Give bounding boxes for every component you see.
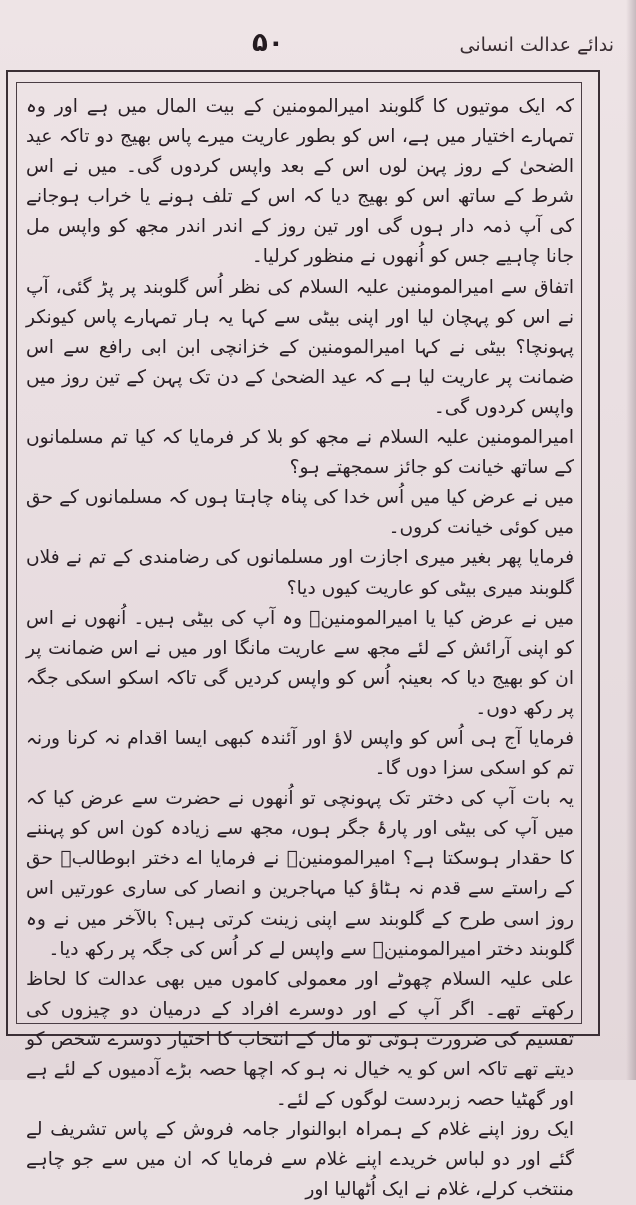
- paragraph: اتفاق سے امیرالمومنین علیہ السلام کی نظر اُس گلوبند پر پڑ گئی، آپ نے اس کو پہچان لیا اور اپنی بیٹی سے کہا یہ ہار تمہارے پاس کیونکر پہونچا؟ بیٹی نے کہا امیرالمومنین کے خزانچی ابن ابی رافع سے اس ضمانت پر عاریت لیا ہے کہ عید الضحیٰ کے دن تک پہن کے تین روز میں واپس کردوں گی۔: [26, 276, 574, 418]
- book-title: ندائے عدالت انسانی: [459, 34, 614, 56]
- paragraph: ایک روز اپنے غلام کے ہمراہ ابوالنوار جامہ فروش کے پاس تشریف لے گئے اور دو لباس خریدے اپنے غلام سے فرمایا کہ ان میں سے جو چاہے منتخب کرلے، غلام نے ایک اُٹھالیا اور: [26, 1119, 574, 1201]
- paragraph: فرمایا پھر بغیر میری اجازت اور مسلمانوں کی رضامندی کے تم نے فلاں گلوبند میری بیٹی کو عاریت کیوں دیا؟: [26, 547, 574, 599]
- paragraph: فرمایا آج ہی اُس کو واپس لاؤ اور آئندہ کبھی ایسا اقدام نہ کرنا ورنہ تم کو اسکی سزا دوں گا۔: [26, 727, 574, 780]
- paragraph: کہ ایک موتیوں کا گلوبند امیرالمومنین کے بیت المال میں ہے اور وہ تمہارے اختیار میں ہے، اس کو بطور عاریت میرے پاس بھیج دو تاکہ عید الضحیٰ کے روز پہن لوں اس کے بعد واپس کردوں گی۔ میں نے اس شرط کے ساتھ اس کو بھیج دیا کہ اس کے تلف ہونے یا خراب ہوجانے کی آپ ذمہ دار ہوں گی اور تین روز کے اندر اندر مجھ کو واپس مل جانا چاہیے جس کو اُنھوں نے منظور کرلیا۔: [26, 96, 574, 268]
- paragraph: علی علیہ السلام چھوٹے اور معمولی کاموں میں بھی عدالت کا لحاظ رکھتے تھے۔ اگر آپ کے اور دوسرے افراد کے درمیان دو چیزوں کی تقسیم کی ضرورت ہوتی تو مال کے انتخاب کا اختیار دوسرے شخص کو دیتے تھے تاکہ اس کو یہ خیال نہ ہو کہ اچھا حصہ بڑے آدمیوں کے لئے ہے اور گھٹیا حصہ زبردست لوگوں کے لئے۔: [26, 968, 574, 1111]
- running-header: [20, 28, 614, 62]
- scan-shadow-edge: [626, 0, 636, 1080]
- paragraph: امیرالمومنین علیہ السلام نے مجھ کو بلا کر فرمایا کہ کیا تم مسلمانوں کے ساتھ خیانت کو جائز سمجھتے ہو؟: [26, 427, 574, 479]
- page-number: ۵۰: [252, 28, 284, 58]
- paragraph: میں نے عرض کیا میں اُس خدا کی پناہ چاہتا ہوں کہ مسلمانوں کے حق میں کوئی خیانت کروں۔: [26, 487, 574, 539]
- paragraph: میں نے عرض کیا یا امیرالمومنینؑ وہ آپ کی بیٹی ہیں۔ اُنھوں نے اس کو اپنی آرائش کے لئے مجھ سے عاریت مانگا اور میں نے اس ضمانت پر ان کو بھیج دیا کہ بعینہٖ اُس کو واپس کردیں گی تاکہ اسکو اسکی جگہ پر رکھ دوں۔: [26, 607, 574, 719]
- main-text: [26, 92, 574, 1201]
- paragraph: یہ بات آپ کی دختر تک پہونچی تو اُنھوں نے حضرت سے عرض کیا کہ میں آپ کی بیٹی اور پارۂ جگر ہوں، مجھ سے زیادہ کون اس کو پہننے کا حقدار ہوسکتا ہے؟ امیرالمومنینؑ نے فرمایا اے دختر ابوطالبؑ حق کے راستے سے قدم نہ ہٹاؤ کیا مہاجرین و انصار کی ساری عورتیں اس روز اسی طرح کے گلوبند سے اپنی زینت کرتی ہیں؟ بالآخر میں نے وہ گلوبند دختر امیرالمومنینؑ سے واپس لے کر اُس کی جگہ پر رکھ دیا۔: [26, 788, 574, 960]
